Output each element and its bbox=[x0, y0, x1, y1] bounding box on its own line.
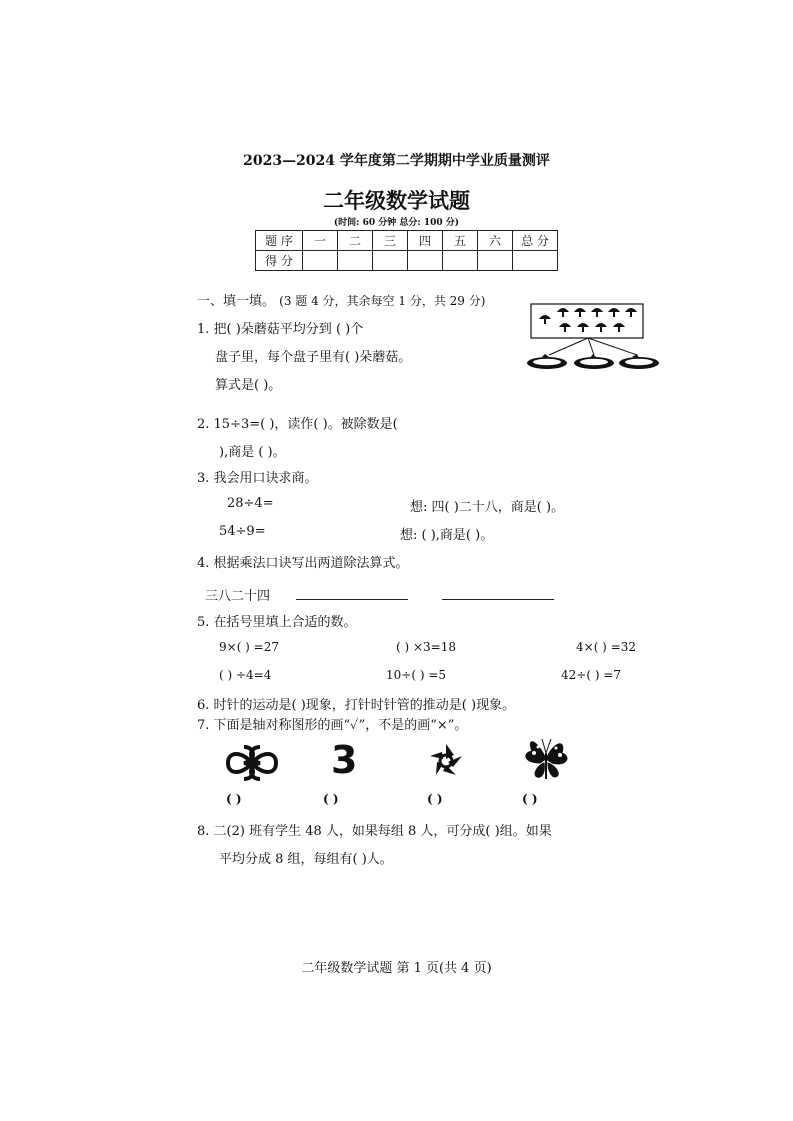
col-label: 四 bbox=[408, 231, 443, 251]
pinwheel-icon bbox=[428, 743, 464, 779]
q5-intro: 5. 在括号里填上合适的数。 bbox=[197, 615, 357, 630]
q1-line1: 1. 把( )朵蘑菇平均分到 ( )个 bbox=[197, 322, 364, 337]
q7-answer-blank[interactable]: ( ) bbox=[522, 792, 538, 806]
row-label: 得 分 bbox=[256, 251, 303, 271]
section-title: 一、填一填。 bbox=[197, 294, 276, 309]
score-cell[interactable] bbox=[303, 251, 338, 271]
q3-equation-1: 28÷4= bbox=[227, 496, 274, 511]
mushroom-plates-illustration bbox=[525, 303, 660, 373]
col-label: 六 bbox=[478, 231, 513, 251]
score-table-header-row bbox=[256, 231, 558, 251]
score-table-score-row bbox=[256, 251, 558, 271]
q3-hint-1: 想: 四( )二十八，商是( )。 bbox=[410, 500, 565, 515]
q7-answer-blank[interactable]: ( ) bbox=[226, 792, 242, 806]
q7-intro: 7. 下面是轴对称图形的画“✓”，不是的画“×”。 bbox=[197, 718, 468, 733]
chinese-knot-icon bbox=[222, 743, 282, 783]
col-label: 二 bbox=[338, 231, 373, 251]
q5-item: ( ) ×3=18 bbox=[396, 640, 457, 654]
col-label: 总 分 bbox=[513, 231, 558, 251]
digit-three: 3 bbox=[331, 738, 358, 782]
score-cell[interactable] bbox=[338, 251, 373, 271]
q3-intro: 3. 我会用口诀求商。 bbox=[197, 471, 318, 486]
exam-title: 二年级数学试题 bbox=[323, 188, 470, 213]
section-note: (3 题 4 分，其余每空 1 分，共 29 分) bbox=[279, 294, 486, 308]
score-cell[interactable] bbox=[373, 251, 408, 271]
score-cell[interactable] bbox=[443, 251, 478, 271]
school-year-title: 2023—2024 学年度第二学期期中学业质量测评 bbox=[243, 153, 550, 169]
q1-line3: 算式是( )。 bbox=[215, 378, 282, 393]
q4-intro: 4. 根据乘法口诀写出两道除法算式。 bbox=[197, 556, 409, 571]
q6-text: 6. 时针的运动是( )现象，打针时针管的推动是( )现象。 bbox=[197, 698, 516, 713]
col-label: 一 bbox=[303, 231, 338, 251]
page-footer: 二年级数学试题 第 1 页(共 4 页) bbox=[301, 961, 492, 976]
mushroom-icon bbox=[525, 303, 660, 373]
q3-equation-2: 54÷9= bbox=[219, 524, 266, 539]
q2-line1: 2. 15÷3=( )，读作( )。被除数是( bbox=[197, 417, 398, 432]
col-label: 五 bbox=[443, 231, 478, 251]
q5-item: 10÷( ) =5 bbox=[386, 668, 447, 682]
score-cell[interactable] bbox=[408, 251, 443, 271]
q3-hint-2: 想: ( ),商是( )。 bbox=[400, 528, 494, 543]
q5-item: 42÷( ) =7 bbox=[561, 668, 622, 682]
section-heading bbox=[197, 290, 485, 309]
butterfly-icon bbox=[518, 733, 574, 785]
q8-line2: 平均分成 8 组，每组有( )人。 bbox=[219, 852, 393, 867]
q4-rhyme: 三八二十四 bbox=[205, 589, 271, 604]
q5-item: ( ) ÷4=4 bbox=[219, 668, 272, 682]
q2-line2: ),商是 ( )。 bbox=[219, 445, 286, 460]
score-table bbox=[255, 230, 558, 271]
q8-line1: 8. 二(2) 班有学生 48 人，如果每组 8 人，可分成( )组。如果 bbox=[197, 824, 552, 839]
answer-line[interactable] bbox=[296, 599, 408, 600]
exam-info: (时间: 60 分钟 总分: 100 分) bbox=[333, 218, 460, 228]
row-label: 题 序 bbox=[256, 231, 303, 251]
answer-line[interactable] bbox=[442, 599, 554, 600]
q7-answer-blank[interactable]: ( ) bbox=[323, 792, 339, 806]
q5-item: 4×( ) =32 bbox=[576, 640, 637, 654]
col-label: 三 bbox=[373, 231, 408, 251]
q7-answer-blank[interactable]: ( ) bbox=[427, 792, 443, 806]
q5-item: 9×( ) =27 bbox=[219, 640, 280, 654]
q1-line2: 盘子里，每个盘子里有( )朵蘑菇。 bbox=[215, 350, 412, 365]
score-cell[interactable] bbox=[478, 251, 513, 271]
score-cell[interactable] bbox=[513, 251, 558, 271]
